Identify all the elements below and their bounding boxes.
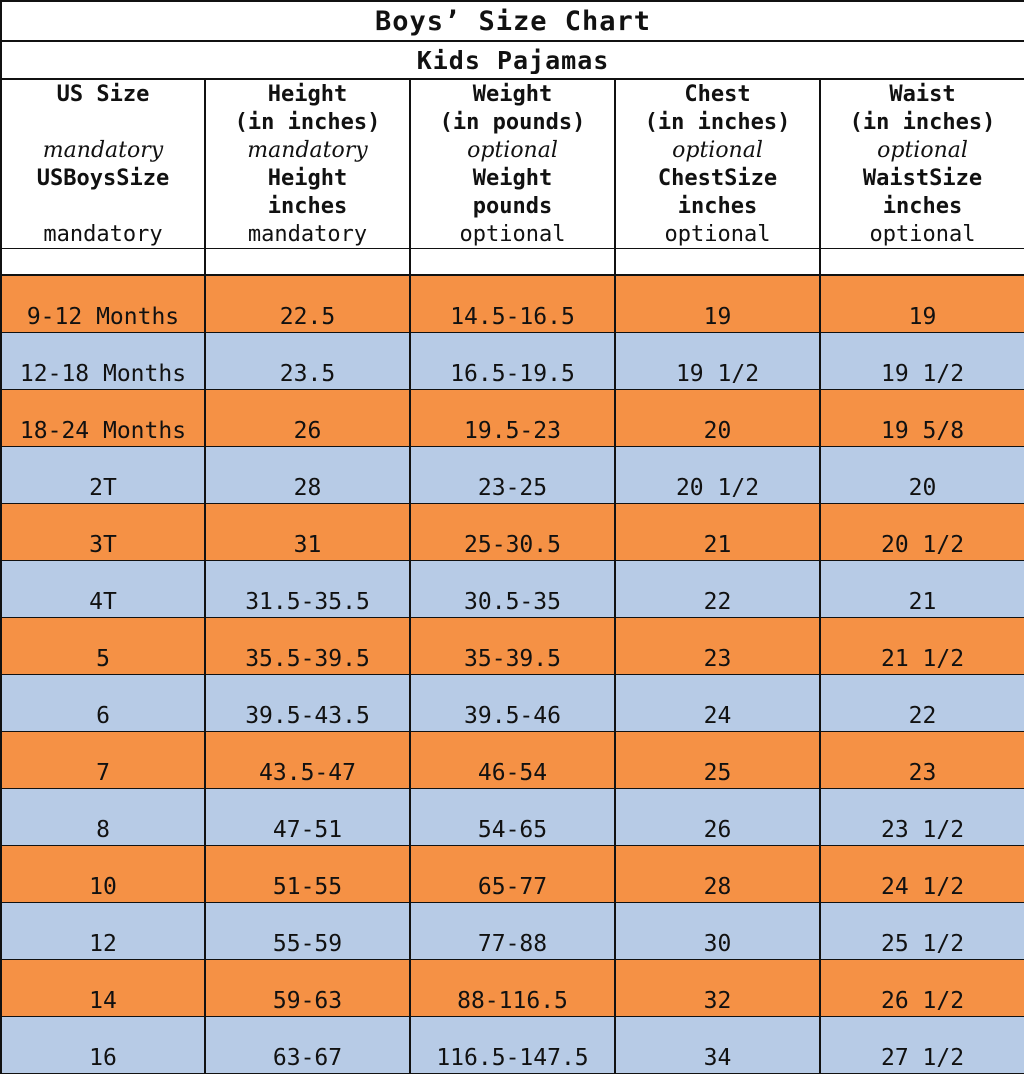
cell-height: 59-63: [205, 960, 410, 1017]
header-cell-waist: Waist: [820, 79, 1024, 108]
cell-us-size: 14: [1, 960, 205, 1017]
cell-height: 39.5-43.5: [205, 675, 410, 732]
spacer-cell: [615, 249, 820, 276]
spacer-cell: [205, 249, 410, 276]
cell-waist: 19 5/8: [820, 390, 1024, 447]
cell-weight: 35-39.5: [410, 618, 615, 675]
table-row: [1, 789, 1024, 846]
cell-waist: 19 1/2: [820, 333, 1024, 390]
cell-us-size: 16: [1, 1017, 205, 1074]
table-row: [1, 618, 1024, 675]
header-cell-waist: WaistSize: [820, 164, 1024, 192]
cell-us-size: 12-18 Months: [1, 333, 205, 390]
cell-height: 31: [205, 504, 410, 561]
cell-height: 22.5: [205, 275, 410, 333]
header-cell-height: Height: [205, 79, 410, 108]
cell-chest: 20: [615, 390, 820, 447]
cell-chest: 19 1/2: [615, 333, 820, 390]
cell-weight: 30.5-35: [410, 561, 615, 618]
cell-waist: 20: [820, 447, 1024, 504]
cell-chest: 34: [615, 1017, 820, 1074]
cell-us-size: 3T: [1, 504, 205, 561]
cell-weight: 54-65: [410, 789, 615, 846]
cell-chest: 20 1/2: [615, 447, 820, 504]
header-row: [1, 79, 1024, 108]
table-row: [1, 447, 1024, 504]
table-row: [1, 390, 1024, 447]
cell-waist: 19: [820, 275, 1024, 333]
cell-height: 23.5: [205, 333, 410, 390]
header-row: [1, 108, 1024, 136]
cell-us-size: 12: [1, 903, 205, 960]
cell-height: 28: [205, 447, 410, 504]
table-row: [1, 903, 1024, 960]
header-cell-weight: Weight: [410, 79, 615, 108]
cell-chest: 19: [615, 275, 820, 333]
cell-weight: 116.5-147.5: [410, 1017, 615, 1074]
header-cell-waist: optional: [820, 136, 1024, 164]
cell-us-size: 5: [1, 618, 205, 675]
cell-chest: 26: [615, 789, 820, 846]
header-cell-waist: inches: [820, 192, 1024, 220]
cell-waist: 27 1/2: [820, 1017, 1024, 1074]
cell-us-size: 18-24 Months: [1, 390, 205, 447]
header-row: [1, 220, 1024, 249]
cell-height: 63-67: [205, 1017, 410, 1074]
cell-height: 26: [205, 390, 410, 447]
cell-weight: 19.5-23: [410, 390, 615, 447]
cell-waist: 21: [820, 561, 1024, 618]
header-cell-chest: Chest: [615, 79, 820, 108]
cell-waist: 22: [820, 675, 1024, 732]
chart-subtitle: Kids Pajamas: [1, 41, 1024, 79]
cell-us-size: 7: [1, 732, 205, 789]
table-row: [1, 675, 1024, 732]
table-row: [1, 732, 1024, 789]
header-cell-chest: (in inches): [615, 108, 820, 136]
header-cell-us-size: US Size: [1, 79, 205, 108]
header-cell-us-size: mandatory: [1, 136, 205, 164]
cell-chest: 32: [615, 960, 820, 1017]
header-cell-chest: ChestSize: [615, 164, 820, 192]
table-row: [1, 275, 1024, 333]
header-cell-weight: pounds: [410, 192, 615, 220]
header-cell-height: Height: [205, 164, 410, 192]
header-cell-us-size: [1, 108, 205, 136]
header-cell-weight: (in pounds): [410, 108, 615, 136]
cell-height: 31.5-35.5: [205, 561, 410, 618]
cell-us-size: 8: [1, 789, 205, 846]
cell-weight: 39.5-46: [410, 675, 615, 732]
header-cell-us-size: [1, 192, 205, 220]
header-cell-height: mandatory: [205, 136, 410, 164]
cell-weight: 23-25: [410, 447, 615, 504]
cell-us-size: 4T: [1, 561, 205, 618]
spacer-cell: [820, 249, 1024, 276]
cell-chest: 24: [615, 675, 820, 732]
cell-weight: 88-116.5: [410, 960, 615, 1017]
header-cell-weight: Weight: [410, 164, 615, 192]
cell-us-size: 6: [1, 675, 205, 732]
cell-height: 43.5-47: [205, 732, 410, 789]
cell-height: 55-59: [205, 903, 410, 960]
cell-chest: 23: [615, 618, 820, 675]
cell-waist: 23 1/2: [820, 789, 1024, 846]
cell-waist: 23: [820, 732, 1024, 789]
cell-weight: 46-54: [410, 732, 615, 789]
header-cell-waist: (in inches): [820, 108, 1024, 136]
cell-weight: 14.5-16.5: [410, 275, 615, 333]
cell-height: 47-51: [205, 789, 410, 846]
spacer-cell: [410, 249, 615, 276]
table-row: [1, 960, 1024, 1017]
cell-chest: 25: [615, 732, 820, 789]
cell-weight: 65-77: [410, 846, 615, 903]
table-row: [1, 846, 1024, 903]
cell-weight: 16.5-19.5: [410, 333, 615, 390]
header-cell-weight: optional: [410, 220, 615, 249]
cell-waist: 21 1/2: [820, 618, 1024, 675]
table-row: [1, 561, 1024, 618]
cell-waist: 25 1/2: [820, 903, 1024, 960]
header-cell-height: inches: [205, 192, 410, 220]
cell-waist: 20 1/2: [820, 504, 1024, 561]
cell-height: 51-55: [205, 846, 410, 903]
cell-weight: 77-88: [410, 903, 615, 960]
cell-chest: 21: [615, 504, 820, 561]
header-cell-chest: optional: [615, 136, 820, 164]
cell-weight: 25-30.5: [410, 504, 615, 561]
cell-waist: 26 1/2: [820, 960, 1024, 1017]
header-cell-weight: optional: [410, 136, 615, 164]
spacer-row: [1, 249, 1024, 276]
cell-height: 35.5-39.5: [205, 618, 410, 675]
header-cell-height: (in inches): [205, 108, 410, 136]
cell-us-size: 10: [1, 846, 205, 903]
header-cell-us-size: USBoysSize: [1, 164, 205, 192]
table-row: [1, 1017, 1024, 1074]
header-cell-height: mandatory: [205, 220, 410, 249]
header-cell-waist: optional: [820, 220, 1024, 249]
table-row: [1, 504, 1024, 561]
header-cell-us-size: mandatory: [1, 220, 205, 249]
cell-chest: 22: [615, 561, 820, 618]
header-row: [1, 192, 1024, 220]
table-row: [1, 333, 1024, 390]
chart-title: Boys’ Size Chart: [1, 1, 1024, 41]
spacer-cell: [1, 249, 205, 276]
cell-chest: 28: [615, 846, 820, 903]
header-row: [1, 164, 1024, 192]
cell-chest: 30: [615, 903, 820, 960]
header-cell-chest: optional: [615, 220, 820, 249]
header-row: [1, 136, 1024, 164]
header-cell-chest: inches: [615, 192, 820, 220]
cell-us-size: 2T: [1, 447, 205, 504]
cell-waist: 24 1/2: [820, 846, 1024, 903]
cell-us-size: 9-12 Months: [1, 275, 205, 333]
